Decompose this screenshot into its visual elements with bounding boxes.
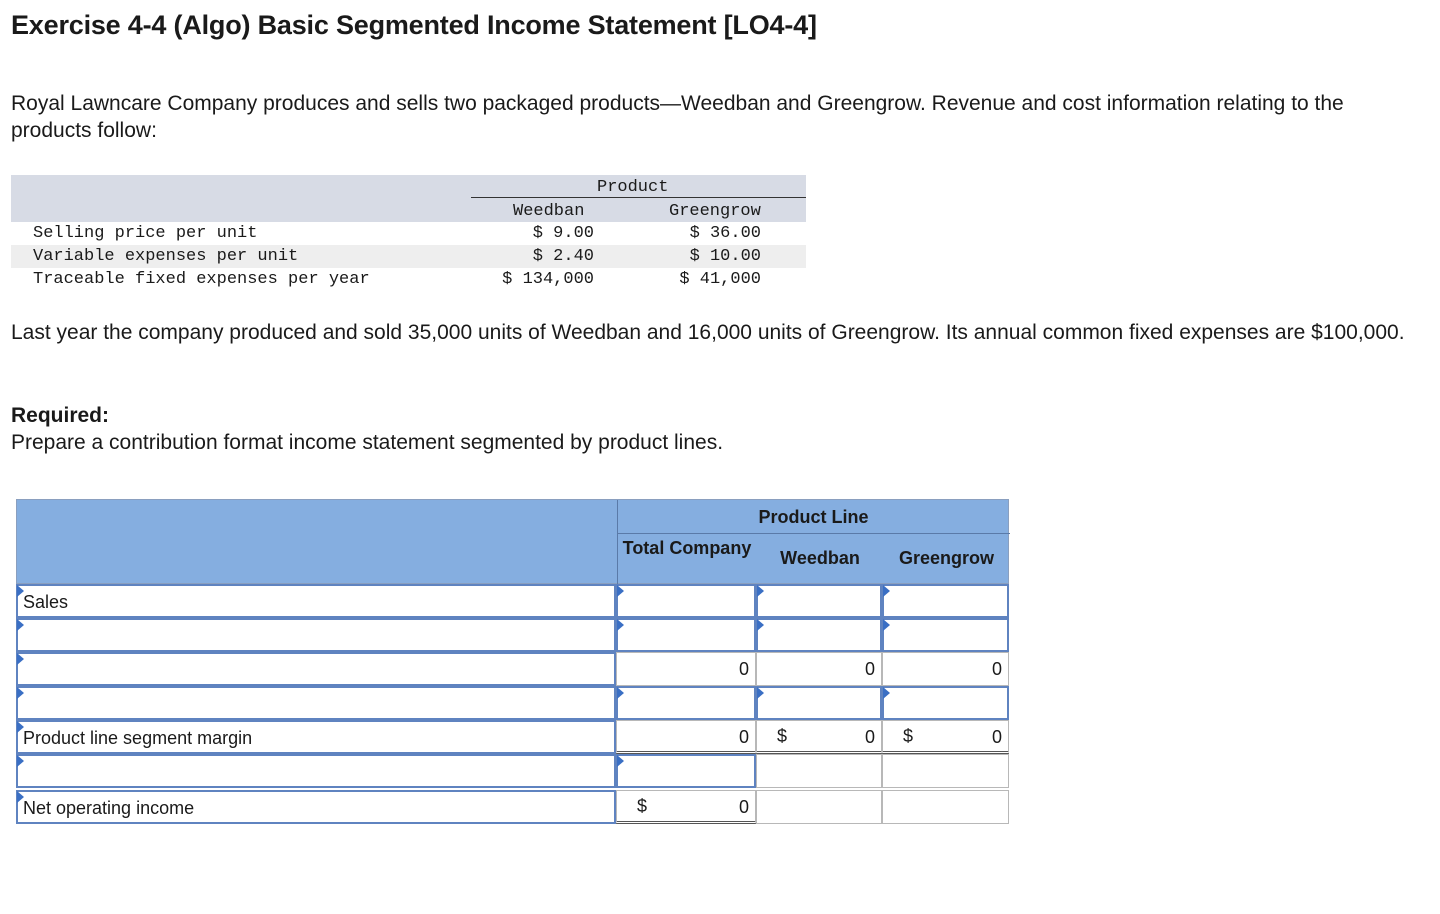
total-segment-margin bbox=[616, 720, 756, 754]
given-data-table bbox=[11, 175, 806, 291]
currency-symbol: $ bbox=[777, 726, 788, 746]
income-statement-worksheet bbox=[16, 499, 1009, 825]
weedban-input[interactable] bbox=[756, 584, 882, 618]
greengrow-computed bbox=[882, 652, 1009, 686]
currency-symbol: $ bbox=[637, 796, 648, 816]
page-title: Exercise 4-4 (Algo) Basic Segmented Income Statement [LO4-4] bbox=[11, 10, 817, 40]
greengrow-value: $ 41,000 bbox=[679, 270, 761, 289]
dropdown-marker-icon bbox=[17, 687, 24, 699]
greengrow-input[interactable] bbox=[882, 618, 1009, 652]
row-label-select[interactable] bbox=[16, 686, 616, 720]
computed-value: 0 bbox=[991, 659, 1002, 679]
weedban-header: Weedban bbox=[780, 548, 860, 568]
input-marker-icon bbox=[617, 687, 624, 699]
greengrow-empty-cell bbox=[882, 754, 1009, 788]
weedban-input[interactable] bbox=[756, 618, 882, 652]
input-marker-icon bbox=[617, 585, 624, 597]
input-marker-icon bbox=[883, 687, 890, 699]
input-marker-icon bbox=[883, 619, 890, 631]
computed-value: 0 bbox=[991, 727, 1002, 747]
greengrow-input[interactable] bbox=[882, 686, 1009, 720]
product-group-header: Product bbox=[597, 178, 669, 197]
dropdown-marker-icon bbox=[17, 653, 24, 665]
given-row-variable-expenses bbox=[11, 245, 806, 268]
greengrow-segment-margin bbox=[882, 720, 1009, 754]
worksheet-header bbox=[16, 499, 1009, 584]
total-computed bbox=[616, 652, 756, 686]
header-rule bbox=[471, 197, 806, 198]
row-label-select[interactable] bbox=[16, 618, 616, 652]
row-label: Traceable fixed expenses per year bbox=[33, 270, 370, 289]
weedban-computed bbox=[756, 652, 882, 686]
weedban-value: $ 134,000 bbox=[502, 270, 594, 289]
row-label-select[interactable] bbox=[16, 584, 616, 618]
total-input[interactable] bbox=[616, 584, 756, 618]
input-marker-icon bbox=[757, 687, 764, 699]
weedban-empty-cell bbox=[756, 754, 882, 788]
weedban-segment-margin bbox=[756, 720, 882, 754]
given-row-traceable-fixed bbox=[11, 268, 806, 291]
computed-value: 0 bbox=[738, 659, 749, 679]
input-marker-icon bbox=[757, 585, 764, 597]
computed-value: 0 bbox=[738, 727, 749, 747]
given-row-selling-price bbox=[11, 222, 806, 245]
input-marker-icon bbox=[617, 619, 624, 631]
row-label-text: Sales bbox=[23, 592, 69, 612]
product-line-header: Product Line bbox=[758, 507, 869, 527]
currency-symbol: $ bbox=[903, 726, 914, 746]
row-label: Variable expenses per unit bbox=[33, 247, 299, 266]
row-label-select[interactable] bbox=[16, 652, 616, 686]
input-marker-icon bbox=[617, 755, 624, 767]
last-year-paragraph: Last year the company produced and sold 35,000 units of Weedban and 16,000 units of Greengrow. Its annual common fixed expenses are $100,000. bbox=[11, 321, 1405, 344]
weedban-input[interactable] bbox=[756, 686, 882, 720]
greengrow-value: $ 36.00 bbox=[689, 224, 761, 243]
row-label-text: Net operating income bbox=[23, 798, 195, 818]
column-greengrow: Greengrow bbox=[669, 202, 761, 221]
dropdown-marker-icon bbox=[17, 619, 24, 631]
intro-paragraph: Royal Lawncare Company produces and sells two packaged products—Weedban and Greengrow. Revenue and cost information relating to the products follow: bbox=[11, 92, 1344, 142]
row-label-text: Product line segment margin bbox=[23, 728, 253, 748]
weedban-value: $ 9.00 bbox=[532, 224, 594, 243]
row-label-select[interactable] bbox=[16, 720, 616, 754]
column-weedban: Weedban bbox=[513, 202, 585, 221]
total-net-operating-income bbox=[616, 790, 756, 824]
computed-value: 0 bbox=[864, 659, 875, 679]
weedban-empty-cell bbox=[756, 790, 882, 824]
computed-value: 0 bbox=[738, 797, 749, 817]
greengrow-value: $ 10.00 bbox=[689, 247, 761, 266]
input-marker-icon bbox=[757, 619, 764, 631]
computed-value: 0 bbox=[864, 727, 875, 747]
greengrow-input[interactable] bbox=[882, 584, 1009, 618]
total-input[interactable] bbox=[616, 754, 756, 788]
greengrow-empty-cell bbox=[882, 790, 1009, 824]
dropdown-marker-icon bbox=[17, 755, 24, 767]
input-marker-icon bbox=[883, 585, 890, 597]
total-input[interactable] bbox=[616, 618, 756, 652]
row-label: Selling price per unit bbox=[33, 224, 258, 243]
required-text: Prepare a contribution format income statement segmented by product lines. bbox=[11, 431, 724, 454]
total-input[interactable] bbox=[616, 686, 756, 720]
weedban-value: $ 2.40 bbox=[532, 247, 594, 266]
greengrow-header: Greengrow bbox=[898, 548, 995, 568]
row-label-select[interactable] bbox=[16, 754, 616, 788]
required-label: Required: bbox=[11, 404, 110, 427]
product-line-rule bbox=[617, 533, 1010, 534]
given-table-header bbox=[11, 175, 806, 222]
row-label-select[interactable] bbox=[16, 790, 616, 824]
total-company-header: Total Company bbox=[622, 538, 752, 558]
